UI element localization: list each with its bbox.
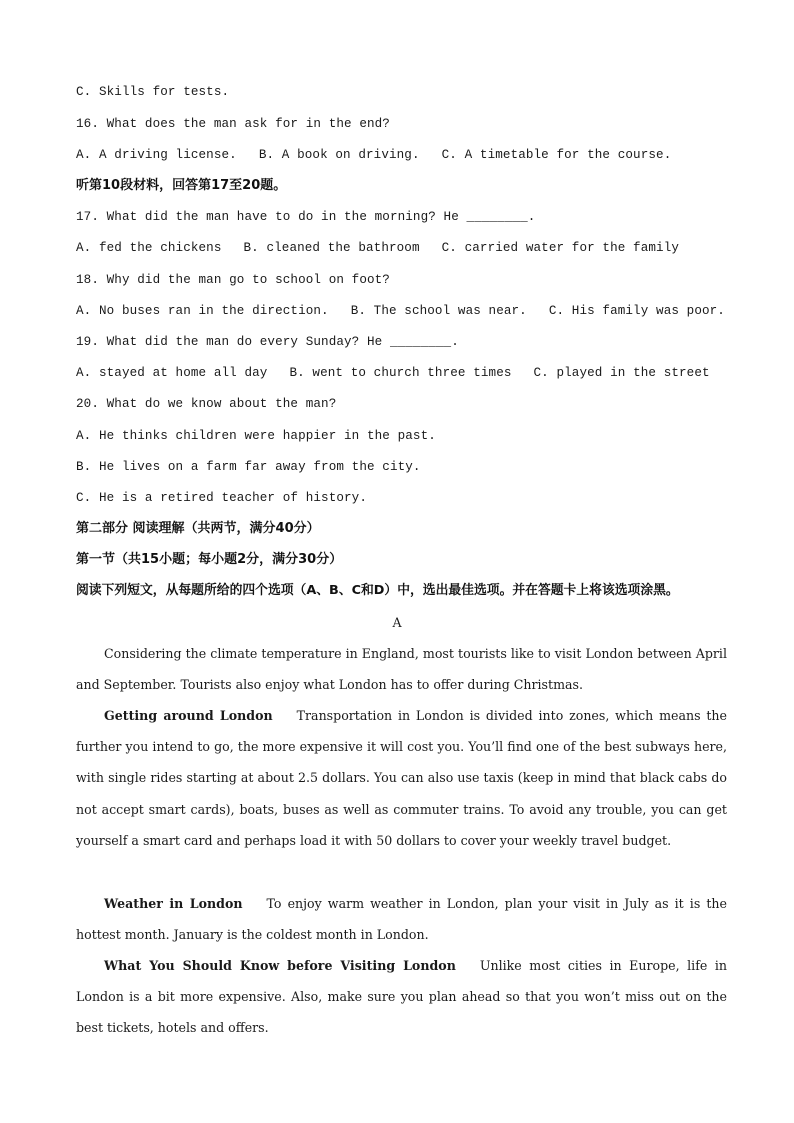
q17-option-c: C. carried water for the family — [441, 241, 680, 255]
q19-option-b: B. went to church three times — [289, 366, 512, 380]
section-getting-around-text: Transportation in London is divided into zones, which means the further you intend to go, the more expensive it will cost you. You’ll find one of the best subways here, with single rides starting at about 2.5 dollars. You can also use taxis (keep in mind that black cabs do not accept smart cards), boats, buses as well as commuter trains. To avoid any trouble, you can get yourself a smart card and perhaps load it with 50 dollars to cover your weekly travel budget. — [76, 708, 727, 848]
q20-option-c: C. He is a retired teacher of history. — [76, 491, 367, 505]
q19-option-c: C. played in the street — [533, 366, 710, 380]
q20-option-a: A. He thinks children were happier in the past. — [76, 429, 436, 443]
q18-option-c: C. His family was poor. — [548, 304, 725, 318]
reading-section-heading: 第一节（共15小题；每小题2分，满分30分） — [76, 552, 343, 567]
section-getting-around — [76, 700, 727, 856]
q16-option-a: A. A driving license. — [76, 148, 237, 162]
section-know-before — [76, 950, 727, 1044]
q16-option-b: B. A book on driving. — [258, 148, 420, 162]
q17-option-b: B. cleaned the bathroom — [243, 241, 420, 255]
section-weather-title: Weather in London — [104, 896, 243, 911]
reading-instructions: 阅读下列短文，从每题所给的四个选项（A、B、C和D）中，选出最佳选项。并在答题卡上将该选项涂黑。 — [76, 583, 679, 598]
passage-intro — [76, 638, 727, 700]
q19-question: 19. What did the man do every Sunday? He ________. — [76, 335, 459, 349]
q18-option-b: B. The school was near. — [350, 304, 527, 318]
section-weather-text: To enjoy warm weather in London, plan your visit in July as it is the hottest month. January is the coldest month in London. — [76, 896, 727, 943]
q17-question: 17. What did the man have to do in the morning? He ________. — [76, 210, 536, 224]
section-weather — [76, 888, 727, 950]
q16-option-c: C. A timetable for the course. — [441, 148, 672, 162]
q18-question: 18. Why did the man go to school on foot? — [76, 273, 390, 287]
q20-option-b: B. He lives on a farm far away from the city. — [76, 460, 421, 474]
q18-option-a: A. No buses ran in the direction. — [76, 304, 329, 318]
reading-part-heading: 第二部分 阅读理解（共两节，满分40分） — [76, 521, 320, 536]
q18-options — [76, 303, 725, 319]
q20-question: 20. What do we know about the man? — [76, 397, 337, 411]
q16-question: 16. What does the man ask for in the end? — [76, 117, 390, 131]
passage-intro-text: Considering the climate temperature in England, most tourists like to visit London between April and September. Tourists also enjoy what London has to offer during Christmas. — [76, 646, 727, 693]
q17-option-a: A. fed the chickens — [76, 241, 222, 255]
section-know-before-text: Unlike most cities in Europe, life in London is a bit more expensive. Also, make sure you plan ahead so that you won’t miss out on the best tickets, hotels and offers. — [76, 958, 727, 1036]
q15-option-c: C. Skills for tests. — [76, 85, 230, 99]
passage-label: A — [392, 615, 402, 630]
section-getting-around-title: Getting around London — [104, 708, 273, 723]
q19-option-a: A. stayed at home all day — [76, 366, 268, 380]
q17-options — [76, 240, 679, 256]
section10-heading: 听第10段材料，回答第17至20题。 — [76, 178, 287, 193]
section-know-before-title: What You Should Know before Visiting London — [104, 958, 456, 973]
q16-options — [76, 147, 671, 163]
q19-options — [76, 365, 710, 381]
